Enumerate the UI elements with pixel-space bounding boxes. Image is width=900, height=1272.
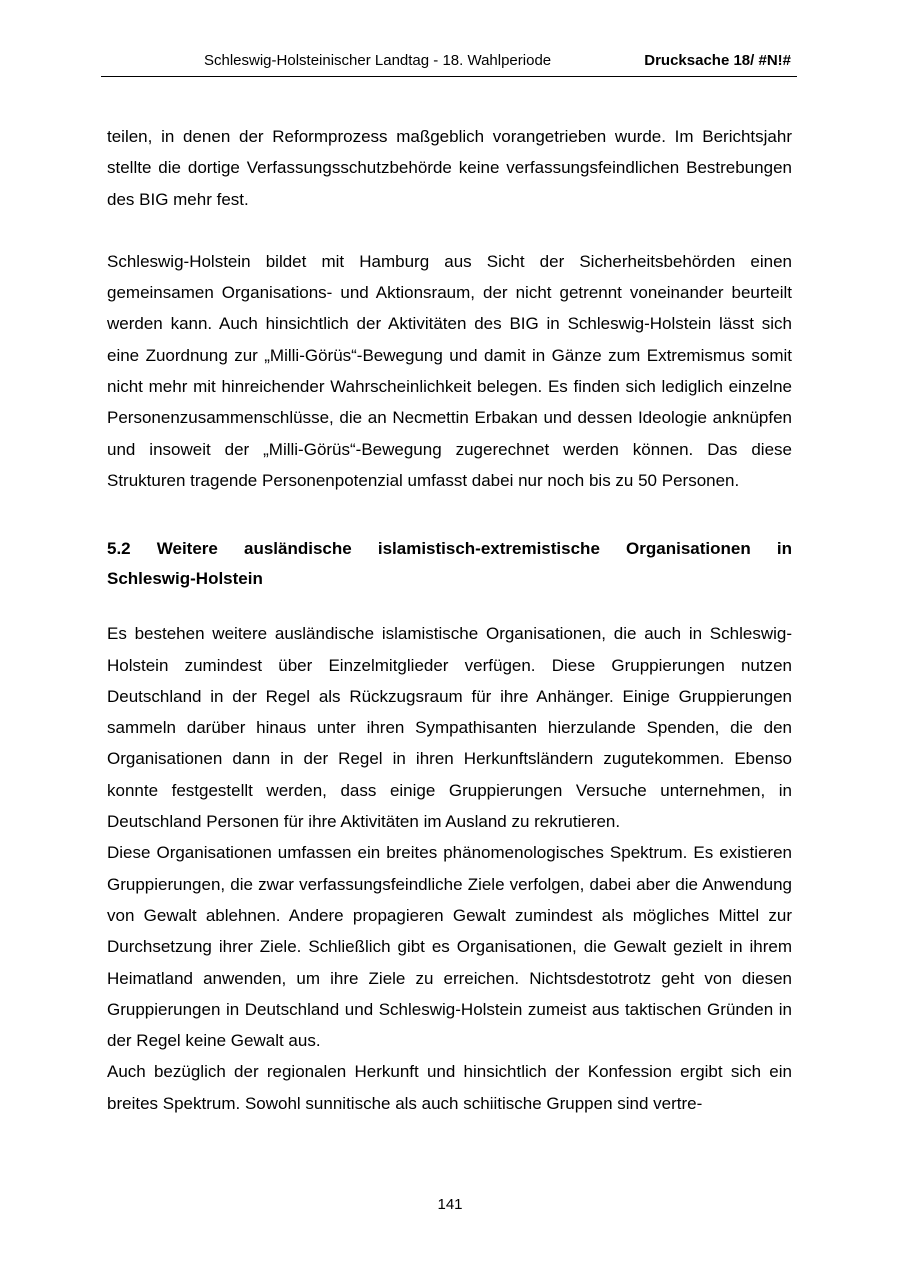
paragraph: Diese Organisationen umfassen ein breites phänomenologisches Spektrum. Es existieren Gruppierungen, die zwar verfassungsfeindliche Ziele verfolgen, dabei aber die Anwendung von Gewalt ablehnen. Andere propagieren Gewalt zumindest als mögliches Mittel zur Durchsetzung ihrer Ziele. Schließlich gibt es Organisationen, die Gewalt gezielt in ihrem Heimatland anwenden, um ihre Ziele zu erreichen. Nichtsdestotrotz geht von diesen Gruppierungen in Deutschland und Schleswig-Holstein zumeist aus taktischen Gründen in der Regel keine Gewalt aus.	[107, 843, 792, 1051]
section-heading	[107, 534, 792, 594]
paragraph: Es bestehen weitere ausländische islamistische Organisationen, die auch in Schleswig-Holstein zumindest über Einzelmitglieder verfügen. Diese Gruppierungen nutzen Deutschland in der Regel als Rückzugsraum für ihre Anhänger. Einige Gruppierungen sammeln darüber hinaus unter ihren Sympathisanten hierzulande Spenden, die den Organisationen dann in der Regel in ihren Herkunftsländern zugutekommen. Ebenso konnte festgestellt werden, dass einige Gruppierungen Versuche unternehmen, in Deutschland Personen für ihre Aktivitäten im Ausland zu rekrutieren.	[107, 624, 792, 832]
header-title: Schleswig-Holsteinischer Landtag - 18. Wahlperiode	[204, 52, 552, 69]
heading-word: Weitere	[156, 539, 218, 559]
paragraph: teilen, in denen der Reformprozess maßgeblich vorangetrieben wurde. Im Berichtsjahr stellte die dortige Verfassungsschutzbehörde keine verfassungsfeindlichen Bestrebungen des BIG mehr fest.	[107, 127, 792, 209]
heading-word: islamistisch-extremistische	[377, 539, 600, 559]
heading-word: ausländische	[244, 539, 352, 559]
paragraph: Schleswig-Holstein bildet mit Hamburg aus Sicht der Sicherheitsbehörden einen gemeinsamen Organisations- und Aktionsraum, der nicht getrennt voneinander beurteilt werden kann. Auch hinsichtlich der Aktivitäten des BIG in Schleswig-Holstein lässt sich eine Zuordnung zur „Milli-Görüs“-Bewegung und damit in Gänze zum Extremismus somit nicht mehr mit hinreichender Wahrscheinlichkeit belegen. Es finden sich lediglich einzelne Personenzusammenschlüsse, die an Necmettin Erbakan und dessen Ideologie anknüpfen und insoweit der „Milli-Görüs“-Bewegung zugerechnet werden können. Das diese Strukturen tragende Personenpotenzial umfasst dabei nur noch bis zu 50 Personen.	[107, 251, 792, 490]
heading-word: in	[776, 539, 792, 559]
heading-line-2: Schleswig-Holstein	[107, 569, 263, 589]
document-reference: Drucksache 18/ #N!#	[644, 52, 791, 69]
paragraph: Auch bezüglich der regionalen Herkunft und hinsichtlich der Konfession ergibt sich ein breites Spektrum. Sowohl sunnitische als auch schiitische Gruppen sind vertre-	[107, 1062, 792, 1113]
heading-word: Organisationen	[626, 539, 751, 559]
page-header	[101, 50, 797, 77]
section-number: 5.2	[107, 539, 131, 559]
page-number: 141	[437, 1196, 463, 1213]
main-content	[107, 121, 792, 1119]
